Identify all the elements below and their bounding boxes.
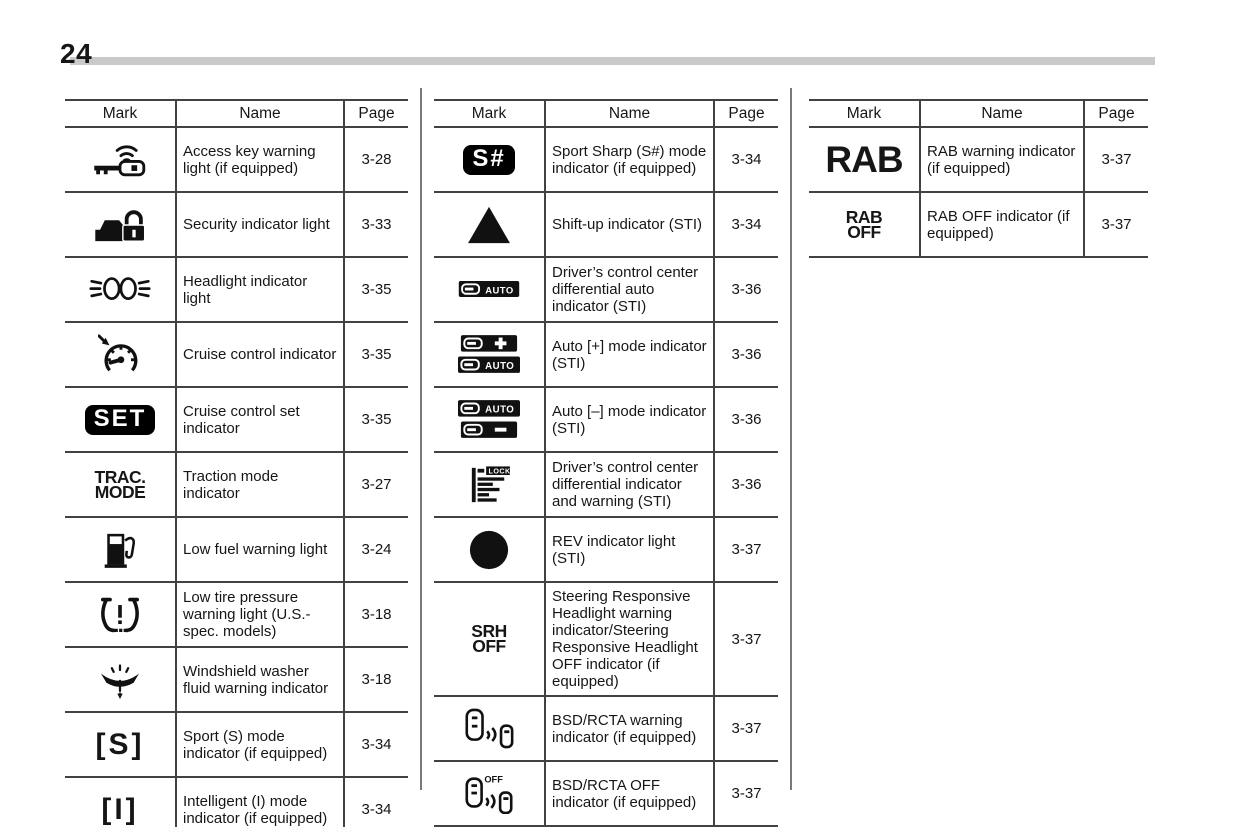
- rab-off-mark: RAB OFF: [845, 206, 883, 242]
- trac-mode-mark: TRAC. MODE: [94, 466, 146, 502]
- name-cell: RAB warning indicator (if equipped): [920, 127, 1084, 192]
- page-number: 24: [60, 38, 93, 69]
- name-cell: RAB OFF indicator (if equipped): [920, 192, 1084, 257]
- page-cell: 3-37: [714, 761, 778, 826]
- table-row: [65, 127, 408, 192]
- page-cell: 3-34: [714, 192, 778, 257]
- column-header-mark: Mark: [65, 100, 176, 127]
- security-icon: [94, 206, 146, 244]
- name-cell: Steering Responsive Headlight warning indicator/Steering Responsive Headlight OFF indicator (if equipped): [545, 582, 714, 696]
- table-row: [434, 582, 778, 696]
- mark-cell: [809, 192, 920, 257]
- mark-cell: [434, 452, 545, 517]
- page-cell: 3-37: [714, 517, 778, 582]
- mark-cell: [434, 192, 545, 257]
- table-row: [65, 257, 408, 322]
- shift-up-icon: [466, 205, 512, 245]
- rab-mark: RAB: [825, 138, 903, 180]
- table-header-row: [809, 100, 1148, 127]
- table-row: [434, 452, 778, 517]
- mark-cell: [434, 387, 545, 452]
- dcd-auto-plus-icon: [458, 335, 520, 374]
- column-header-mark: Mark: [809, 100, 920, 127]
- page-cell: 3-35: [344, 322, 408, 387]
- name-cell: Intelligent (I) mode indicator (if equipped): [176, 777, 344, 827]
- headlight-icon: [89, 274, 151, 305]
- name-cell: Low fuel warning light: [176, 517, 344, 582]
- mark-cell: [65, 517, 176, 582]
- table-row: [434, 192, 778, 257]
- srh-off-mark: SRH OFF: [471, 621, 507, 656]
- table-row: [65, 647, 408, 712]
- mark-cell: [65, 582, 176, 647]
- name-cell: Low tire pressure warning light (U.S.-spec. models): [176, 582, 344, 647]
- dcd-auto-minus-icon: [458, 400, 520, 439]
- name-cell: Access key warning light (if equipped): [176, 127, 344, 192]
- indicator-table-right: [809, 99, 1148, 258]
- column-header-name: Name: [176, 100, 344, 127]
- page-cell: 3-35: [344, 387, 408, 452]
- page-cell: 3-18: [344, 647, 408, 712]
- name-cell: Traction mode indicator: [176, 452, 344, 517]
- page-cell: 3-35: [344, 257, 408, 322]
- mark-cell: [434, 696, 545, 761]
- mark-cell: [65, 387, 176, 452]
- table-row: [434, 761, 778, 826]
- table-header-row: [434, 100, 778, 127]
- name-cell: Auto [+] mode indicator (STI): [545, 322, 714, 387]
- page-cell: 3-37: [1084, 192, 1148, 257]
- indicator-table: [65, 99, 408, 827]
- table-row: [809, 127, 1148, 192]
- page-cell: 3-36: [714, 387, 778, 452]
- page-cell: 3-34: [714, 127, 778, 192]
- mark-cell: [65, 322, 176, 387]
- intelligent-mode-mark: [I]: [101, 792, 139, 826]
- column-header-page: Page: [344, 100, 408, 127]
- mark-cell: [65, 712, 176, 777]
- mark-cell: [65, 452, 176, 517]
- name-cell: Driver’s control center differential auto indicator (STI): [545, 257, 714, 322]
- rev-indicator-icon: [468, 529, 510, 571]
- mark-cell: [65, 777, 176, 827]
- mark-cell: [434, 517, 545, 582]
- mark-cell: [65, 257, 176, 322]
- mark-cell: [65, 127, 176, 192]
- page-cell: 3-36: [714, 257, 778, 322]
- name-cell: Windshield washer fluid warning indicator: [176, 647, 344, 712]
- table-row: [434, 257, 778, 322]
- cruise-control-icon: [98, 333, 142, 377]
- table-header-row: [65, 100, 408, 127]
- name-cell: Auto [–] mode indicator (STI): [545, 387, 714, 452]
- mark-cell: [434, 761, 545, 826]
- mark-cell: [434, 322, 545, 387]
- table-row: [809, 192, 1148, 257]
- name-cell: Cruise control set indicator: [176, 387, 344, 452]
- mark-cell: [65, 647, 176, 712]
- name-cell: Headlight indicator light: [176, 257, 344, 322]
- indicator-table: [434, 99, 778, 827]
- page-cell: 3-33: [344, 192, 408, 257]
- page-cell: 3-27: [344, 452, 408, 517]
- washer-fluid-icon: [99, 661, 141, 699]
- column-divider: [420, 88, 422, 790]
- indicator-table: [809, 99, 1148, 258]
- page-cell: 3-34: [344, 712, 408, 777]
- page-cell: 3-34: [344, 777, 408, 827]
- table-row: [434, 127, 778, 192]
- column-header-mark: Mark: [434, 100, 545, 127]
- table-row: [65, 387, 408, 452]
- name-cell: Security indicator light: [176, 192, 344, 257]
- table-row: [65, 452, 408, 517]
- mark-cell: [434, 127, 545, 192]
- header-rule: [70, 57, 1155, 65]
- column-header-page: Page: [714, 100, 778, 127]
- page-cell: 3-24: [344, 517, 408, 582]
- table-row: [65, 582, 408, 647]
- page-cell: 3-37: [714, 582, 778, 696]
- indicator-table-middle: [434, 99, 778, 827]
- cruise-set-badge: SET: [85, 405, 156, 435]
- table-row: [65, 712, 408, 777]
- table-row: [434, 322, 778, 387]
- page-cell: 3-28: [344, 127, 408, 192]
- dcd-auto-icon: [458, 281, 520, 298]
- column-header-name: Name: [545, 100, 714, 127]
- name-cell: BSD/RCTA OFF indicator (if equipped): [545, 761, 714, 826]
- bsd-rcta-icon: [464, 708, 514, 749]
- tire-pressure-icon: [99, 596, 141, 634]
- table-row: [65, 192, 408, 257]
- dcd-lock-icon: [467, 465, 511, 505]
- page-cell: 3-37: [714, 696, 778, 761]
- name-cell: Shift-up indicator (STI): [545, 192, 714, 257]
- name-cell: BSD/RCTA warning indicator (if equipped): [545, 696, 714, 761]
- page-cell: 3-37: [1084, 127, 1148, 192]
- sport-mode-mark: [S]: [95, 727, 145, 761]
- table-row: [434, 517, 778, 582]
- mark-cell: [434, 582, 545, 696]
- mark-cell: [434, 257, 545, 322]
- bsd-rcta-off-icon: [464, 773, 514, 814]
- access-key-icon: [92, 140, 148, 180]
- mark-cell: [65, 192, 176, 257]
- column-divider: [790, 88, 792, 790]
- page-cell: 3-18: [344, 582, 408, 647]
- table-row: [434, 387, 778, 452]
- table-row: [65, 777, 408, 827]
- indicator-table-left: [65, 99, 408, 827]
- column-header-name: Name: [920, 100, 1084, 127]
- name-cell: Driver’s control center differential indicator and warning (STI): [545, 452, 714, 517]
- page-cell: 3-36: [714, 322, 778, 387]
- name-cell: Sport (S) mode indicator (if equipped): [176, 712, 344, 777]
- sport-sharp-badge: S#: [463, 145, 514, 175]
- page-cell: 3-36: [714, 452, 778, 517]
- name-cell: REV indicator light (STI): [545, 517, 714, 582]
- table-row: [65, 322, 408, 387]
- table-row: [65, 517, 408, 582]
- column-header-page: Page: [1084, 100, 1148, 127]
- mark-cell: [809, 127, 920, 192]
- name-cell: Sport Sharp (S#) mode indicator (if equipped): [545, 127, 714, 192]
- table-row: [434, 696, 778, 761]
- low-fuel-icon: [103, 530, 137, 570]
- name-cell: Cruise control indicator: [176, 322, 344, 387]
